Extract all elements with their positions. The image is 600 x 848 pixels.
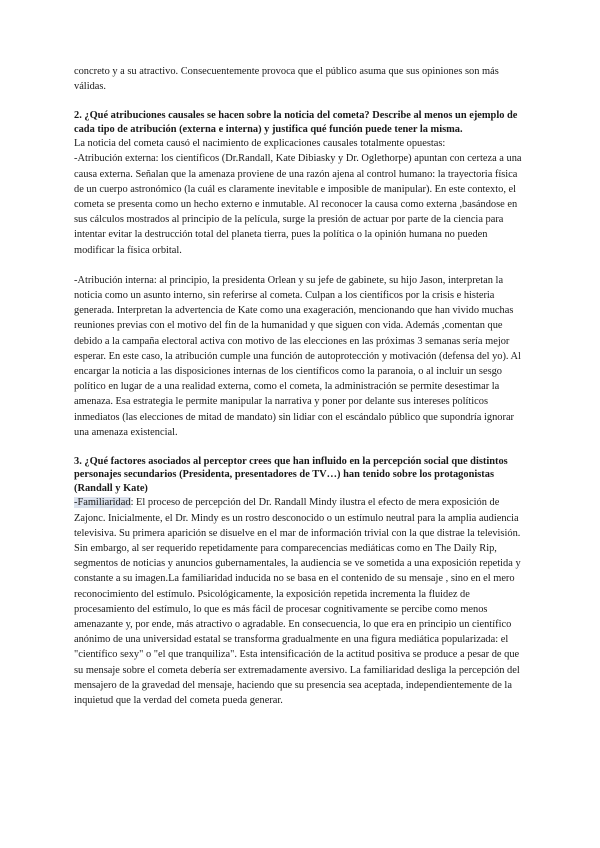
q2-internal-attribution: -Atribución interna: al principio, la presidenta Orlean y su jefe de gabinete, su hijo Jason, interpretan la noticia como un asunto interno, sin referirse al cometa. Culpan a los científicos por la crisis e histeria generada. Interpretan la advertencia de Kate como una exageración, mencionando que han vivido muchas reuniones previas con el motivo del fin de la humanidad y que siguen con vida. Además ,comentan que debido a la campaña electoral activa con motivo de las elecciones en las próximas 3 semanas sería mejor esperar. En este caso, la atribución cumple una función de autoprotección y motivación (defensa del yo). Al encargar la noticia a las disposiciones internas de los científicos como la paranoia, o al incluir un sesgo político en lugar de a una realidad externa, como el cometa, la administración se permite desestimar la amenaza. Esa estrategia le permite manipular la narrativa y poner por delante sus intereses políticos inmediatos (las elecciones de mitad de mandato) sin lidiar con el escándalo público que supondría ignorar una amenaza existencial. (74, 274, 521, 438)
familiarity-text: : El proceso de percepción del Dr. Randall Mindy ilustra el efecto de mera exposición de Zajonc. Inicialmente, el Dr. Mindy es un rostro desconocido o un estímulo neutral para la amplia audiencia televisiva. Su primera aparición se disuelve en el mar de información trivial con la que distrae la televisión. Sin embargo, al ser requerido repetidamente para comparecencias mediáticas como en The Daily Rip, segmentos de noticias y anuncios gubernamentales, la audiencia se ve sometida a una exposición repetida y constante a su imagen.La familiaridad inducida no se basa en el contenido de su mensaje , sino en el mero reconocimiento del estímulo. Psicológicamente, la exposición repetida incrementa la fluidez de procesamiento del estímulo, lo que es más fácil de procesar cognitivamente se percibe como menos amenazante y, por ende, más atractivo o agradable. En consecuencia, lo que era en principio un científico anónimo de una universidad estatal se transforma gradualmente en una figura mediática popularizada: el "científico sexy" o "el que tranquiliza". Esta intensificación de la actitud positiva se produce a pesar de que su mensaje sobre el cometa debería ser extremadamente aversivo. La familiaridad desliga la percepción del mensajero de la gravedad del mensaje, haciendo que su presencia sea aceptada, independientemente de la inquietud que la verdad del cometa pueda generar. (74, 497, 521, 706)
q2-external-attribution: -Atribución externa: los científicos (Dr.Randall, Kate Dibiasky y Dr. Oglethorpe) apuntan con certeza a una causa externa. Señalan que la amenaza proviene de una razón ajena al control humano: la trayectoria física de un cuerpo astronómico (la cuál es claramente inevitable e imposible de manipular). En este contexto, el cometa se presenta como un hecho externo e inmutable. Al reconocer la causa como externa ,basándose en sus cálculos mostrados al principio de la película, surge la presión de actuar por parte de la ciencia para intentar evitar la destrucción total del planeta tierra, pues la política o la opinión humana no pueden modificar la física orbital. (74, 153, 522, 256)
familiarity-label: -Familiaridad (74, 497, 131, 509)
q3-familiarity-paragraph (74, 495, 526, 708)
q2-heading: 2. ¿Qué atribuciones causales se hacen sobre la noticia del cometa? Describe al menos un ejemplo de cada tipo de atribución (externa e interna) y justifica qué función puede tener la misma. (74, 110, 518, 135)
q3-heading: 3. ¿Qué factores asociados al perceptor crees que han influido en la percepción social que distintos personajes secundarios (Presidenta, presentadores de TV…) han tenido sobre los protagonistas (Randall y Kate) (74, 456, 508, 494)
document-page (74, 64, 526, 708)
spacer (74, 94, 526, 109)
spacer (74, 440, 526, 455)
spacer (74, 258, 526, 273)
intro-continuation: concreto y a su atractivo. Consecuentemente provoca que el público asuma que sus opiniones son más válidas. (74, 66, 499, 93)
q2-intro: La noticia del cometa causó el nacimiento de explicaciones causales totalmente opuestas: (74, 138, 446, 150)
